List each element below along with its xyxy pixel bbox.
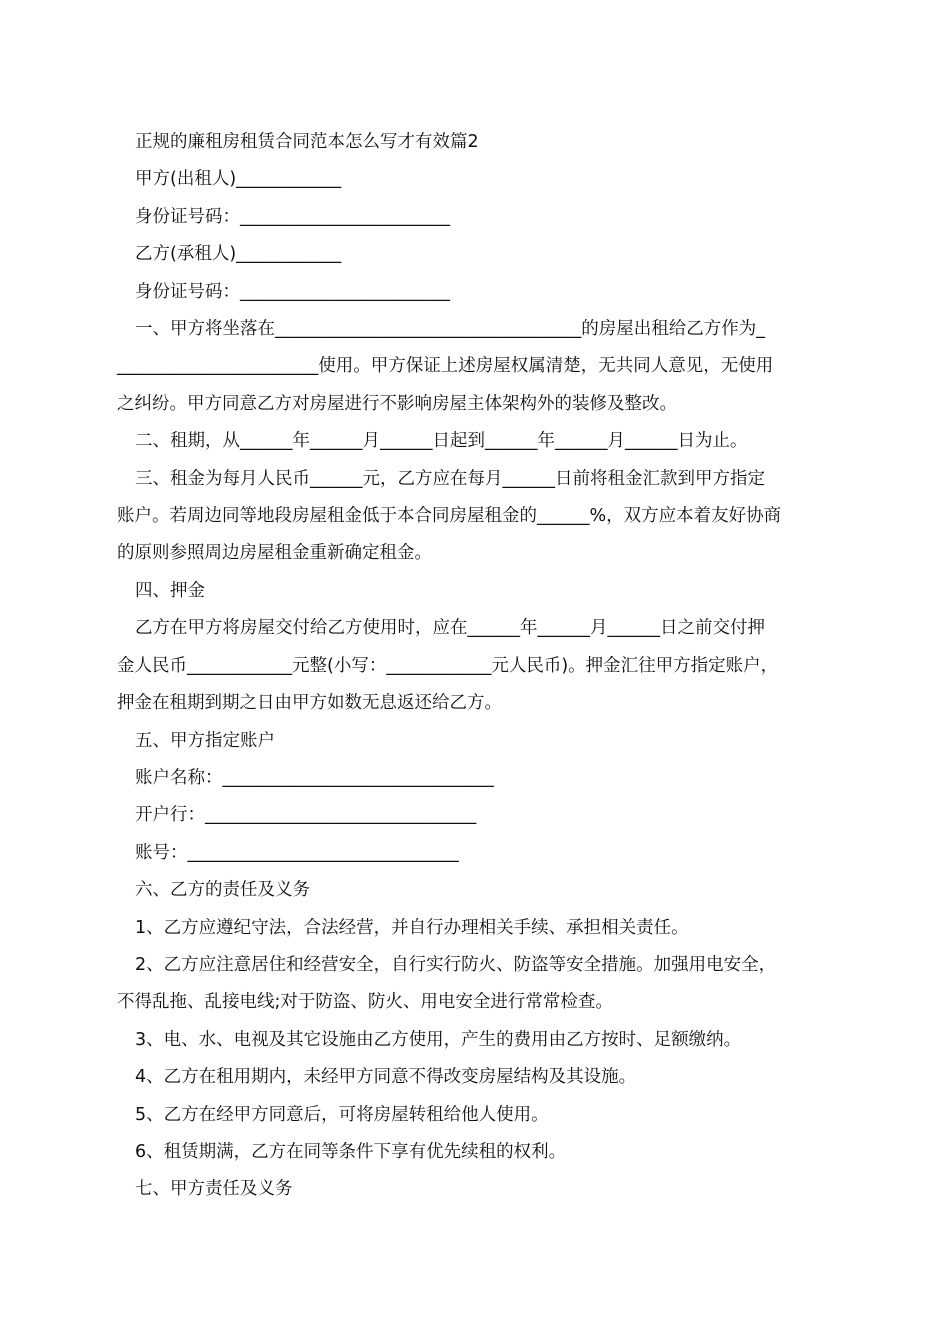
account-name-line: 账户名称：_______________________________ xyxy=(135,767,494,788)
duty-6: 6、租赁期满，乙方在同等条件下享有优先续租的权利。 xyxy=(135,1141,567,1162)
clause-3-line-1: 三、租金为每月人民币______元，乙方应在每月______日前将租金汇款到甲方指定 xyxy=(135,468,765,489)
clause-4-line-1: 乙方在甲方将房屋交付给乙方使用时，应在______年______月______日之前交付押 xyxy=(135,618,765,639)
clause-4-line-2: 金人民币____________元整(小写：____________元人民币)。押金汇往甲方指定账户， xyxy=(117,655,779,676)
lessee-id-line: 身份证号码：________________________ xyxy=(135,281,450,302)
duty-3: 3、电、水、电视及其它设施由乙方使用，产生的费用由乙方按时、足额缴纳。 xyxy=(135,1029,742,1050)
clause-3-line-2: 账户。若周边同等地段房屋租金低于本合同房屋租金的______%，双方应本着友好协商 xyxy=(117,506,782,527)
clause-1-line-2: _______________________使用。甲方保证上述房屋权属清楚，无共同人意见，无使用 xyxy=(117,356,774,377)
lessee-line: 乙方(承租人)____________ xyxy=(135,244,342,265)
document-title: 正规的廉租房租赁合同范本怎么写才有效篇2 xyxy=(135,132,479,152)
clause-1-line-1: 一、甲方将坐落在___________________________________的房屋出租给乙方作为_ xyxy=(135,319,765,340)
duty-2-line-1: 2、乙方应注意居住和经营安全，自行实行防火、防盗等安全措施。加强用电安全， xyxy=(135,954,777,975)
clause-7-heading: 七、甲方责任及义务 xyxy=(135,1179,293,1200)
clause-6-heading: 六、乙方的责任及义务 xyxy=(135,880,310,901)
clause-1 xyxy=(117,311,842,423)
clause-1-line-3: 之纠纷。甲方同意乙方对房屋进行不影响房屋主体架构外的装修及整改。 xyxy=(117,393,677,414)
clause-4 xyxy=(117,610,842,722)
lessor-line: 甲方(出租人)____________ xyxy=(135,169,342,190)
lessor-id-line: 身份证号码：________________________ xyxy=(135,206,450,227)
clause-4-heading: 四、押金 xyxy=(135,580,205,601)
clause-3-line-3: 的原则参照周边房屋租金重新确定租金。 xyxy=(117,543,432,564)
contract-page xyxy=(117,124,842,1209)
duty-4: 4、乙方在租用期内，未经甲方同意不得改变房屋结构及其设施。 xyxy=(135,1067,637,1088)
account-number-line: 账号：_______________________________ xyxy=(135,842,459,863)
duty-2 xyxy=(117,947,842,1022)
duty-2-line-2: 不得乱拖、乱接电线;对于防盗、防火、用电安全进行常常检查。 xyxy=(117,992,613,1013)
bank-line: 开户行：_______________________________ xyxy=(135,805,477,826)
clause-4-line-3: 押金在租期到期之日由甲方如数无息返还给乙方。 xyxy=(117,693,502,714)
clause-5-heading: 五、甲方指定账户 xyxy=(135,730,275,751)
duty-5: 5、乙方在经甲方同意后，可将房屋转租给他人使用。 xyxy=(135,1104,549,1125)
duty-1: 1、乙方应遵纪守法，合法经营，并自行办理相关手续、承担相关责任。 xyxy=(135,917,689,938)
clause-2: 二、租期，从______年______月______日起到______年______月______日为止。 xyxy=(135,431,748,452)
clause-3 xyxy=(117,461,842,573)
